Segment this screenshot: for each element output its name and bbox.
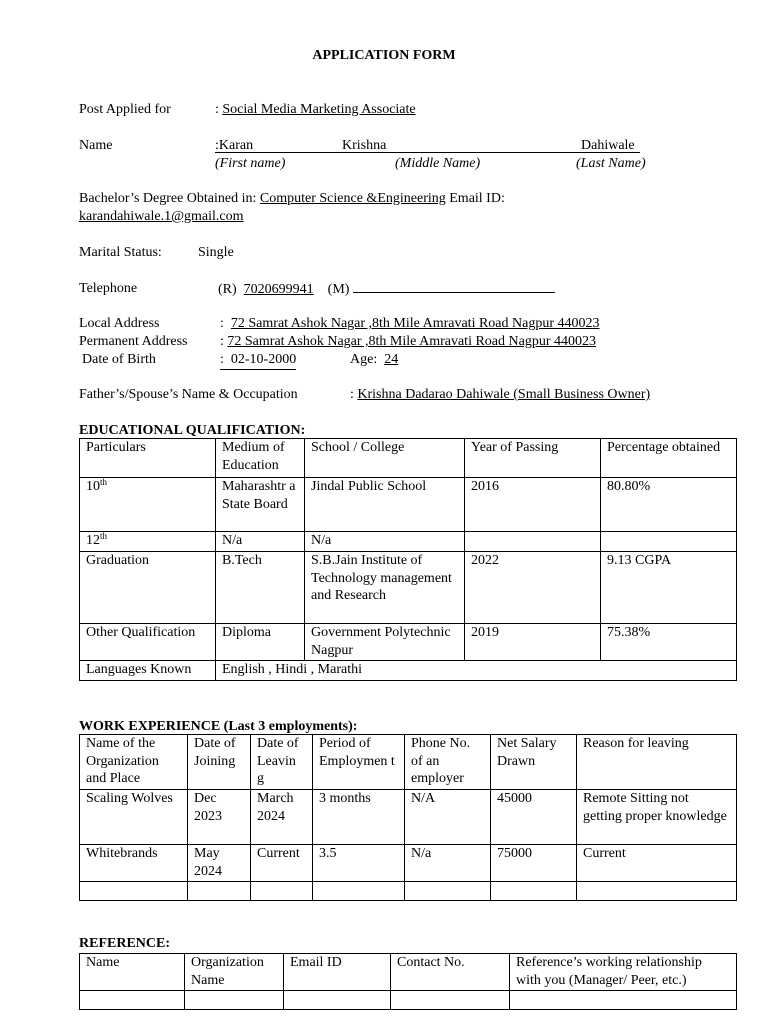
local-address-label: Local Address bbox=[79, 316, 160, 331]
superscript: th bbox=[100, 477, 108, 487]
table-cell[interactable]: Current bbox=[577, 845, 737, 882]
father-label: Father’s/Spouse’s Name & Occupation bbox=[79, 387, 298, 402]
table-cell[interactable] bbox=[80, 532, 216, 552]
education-header-cell: Particulars bbox=[80, 439, 216, 478]
table-cell[interactable] bbox=[391, 991, 510, 1010]
table-cell[interactable]: May 2024 bbox=[188, 845, 251, 882]
work-header-cell: Phone No. of an employer bbox=[405, 735, 491, 790]
work-header-cell: Date of Joining bbox=[188, 735, 251, 790]
table-cell[interactable]: N/a bbox=[216, 532, 305, 552]
father-value: Krishna Dadarao Dahiwale (Small Business Owner) bbox=[357, 387, 651, 402]
reference-header-cell: Email ID bbox=[284, 954, 391, 991]
post-value: Social Media Marketing Associate bbox=[222, 102, 416, 117]
telephone-m-blank[interactable] bbox=[353, 280, 555, 293]
post-label: Post Applied for bbox=[79, 102, 171, 117]
degree-value[interactable]: Computer Science &Engineering bbox=[259, 191, 446, 206]
table-cell[interactable]: 80.80% bbox=[601, 478, 737, 532]
table-cell[interactable] bbox=[251, 882, 313, 901]
table-cell[interactable]: 9.13 CGPA bbox=[601, 552, 737, 624]
work-header-cell: Net Salary Drawn bbox=[491, 735, 577, 790]
table-cell[interactable] bbox=[510, 991, 737, 1010]
permanent-address-value: 72 Samrat Ashok Nagar ,8th Mile Amravati Road Nagpur 440023 bbox=[227, 334, 596, 349]
name-label: Name bbox=[79, 138, 113, 153]
particular-text: Graduation bbox=[86, 553, 149, 568]
table-cell[interactable]: B.Tech bbox=[216, 552, 305, 624]
table-cell[interactable] bbox=[80, 552, 216, 624]
table-cell[interactable]: Maharashtr a State Board bbox=[216, 478, 305, 532]
table-cell[interactable] bbox=[601, 532, 737, 552]
reference-header-cell: Name bbox=[80, 954, 185, 991]
table-cell[interactable] bbox=[491, 882, 577, 901]
table-row bbox=[80, 478, 737, 532]
table-cell[interactable]: 3 months bbox=[313, 790, 405, 845]
table-cell[interactable]: Scaling Wolves bbox=[80, 790, 188, 845]
education-header-cell: Medium of Education bbox=[216, 439, 305, 478]
reference-header-cell: Contact No. bbox=[391, 954, 510, 991]
particular-text: 10 bbox=[86, 479, 100, 494]
degree-row bbox=[79, 190, 505, 208]
dob-field[interactable] bbox=[220, 351, 296, 370]
telephone-r-value: 7020699941 bbox=[243, 282, 314, 297]
table-cell[interactable]: N/a bbox=[305, 532, 465, 552]
table-cell[interactable]: N/a bbox=[405, 845, 491, 882]
table-cell[interactable]: Government Polytechnic Nagpur bbox=[305, 624, 465, 661]
work-header-cell: Date of Leavin g bbox=[251, 735, 313, 790]
middle-name-caption: (Middle Name) bbox=[395, 156, 481, 171]
work-heading: WORK EXPERIENCE (Last 3 employments): bbox=[79, 719, 358, 734]
table-cell[interactable]: Dec 2023 bbox=[188, 790, 251, 845]
table-cell[interactable]: 3.5 bbox=[313, 845, 405, 882]
marital-label: Marital Status: bbox=[79, 245, 162, 260]
table-cell[interactable] bbox=[465, 532, 601, 552]
table-cell[interactable] bbox=[284, 991, 391, 1010]
email-label: Email ID: bbox=[449, 191, 505, 206]
reference-table bbox=[79, 953, 737, 1010]
middle-name-value: Krishna bbox=[342, 138, 387, 153]
table-cell[interactable]: Remote Sitting not getting proper knowledge bbox=[577, 790, 737, 845]
reference-header-cell: Organization Name bbox=[185, 954, 284, 991]
form-title: APPLICATION FORM bbox=[312, 48, 456, 63]
age-field[interactable] bbox=[350, 351, 398, 369]
table-row bbox=[80, 991, 737, 1010]
dob-value: 02-10-2000 bbox=[230, 352, 297, 367]
permanent-address-label: Permanent Address bbox=[79, 334, 188, 349]
table-cell[interactable] bbox=[185, 991, 284, 1010]
education-header-cell: School / College bbox=[305, 439, 465, 478]
table-cell[interactable]: 2019 bbox=[465, 624, 601, 661]
work-header-cell: Name of the Organization and Place bbox=[80, 735, 188, 790]
reference-header-row bbox=[80, 954, 737, 991]
work-header-row bbox=[80, 735, 737, 790]
dob-label: Date of Birth bbox=[82, 352, 156, 367]
permanent-address-sep: : bbox=[220, 334, 224, 349]
post-sep: : bbox=[215, 102, 219, 117]
table-row bbox=[80, 532, 737, 552]
table-cell[interactable]: 75.38% bbox=[601, 624, 737, 661]
table-cell[interactable] bbox=[313, 882, 405, 901]
marital-value[interactable]: Single bbox=[198, 245, 234, 260]
table-cell[interactable]: 45000 bbox=[491, 790, 577, 845]
languages-label: Languages Known bbox=[80, 661, 216, 681]
education-header-cell: Percentage obtained bbox=[601, 439, 737, 478]
table-cell[interactable] bbox=[80, 882, 188, 901]
local-address-value: 72 Samrat Ashok Nagar ,8th Mile Amravati Road Nagpur 440023 bbox=[230, 316, 600, 331]
local-address-field[interactable] bbox=[220, 315, 600, 333]
telephone-label: Telephone bbox=[79, 281, 138, 296]
table-cell[interactable]: 2016 bbox=[465, 478, 601, 532]
work-table bbox=[79, 734, 737, 901]
education-heading: EDUCATIONAL QUALIFICATION: bbox=[79, 423, 306, 438]
table-row bbox=[80, 624, 737, 661]
languages-row bbox=[80, 661, 737, 681]
reference-heading: REFERENCE: bbox=[79, 936, 171, 951]
work-header-cell: Period of Employmen t bbox=[313, 735, 405, 790]
telephone-r-label: (R) bbox=[218, 282, 237, 297]
telephone-m-label: (M) bbox=[327, 282, 350, 297]
first-name-caption: (First name) bbox=[215, 156, 286, 171]
table-cell[interactable] bbox=[188, 882, 251, 901]
last-name-value: Dahiwale bbox=[581, 138, 635, 153]
table-row bbox=[80, 790, 737, 845]
table-cell[interactable] bbox=[80, 624, 216, 661]
languages-value[interactable]: English , Hindi , Marathi bbox=[216, 661, 737, 681]
table-cell[interactable]: 2022 bbox=[465, 552, 601, 624]
local-address-sep: : bbox=[220, 316, 224, 331]
last-name-caption: (Last Name) bbox=[576, 156, 646, 171]
reference-header-cell: Reference’s working relationship with you (Manager/ Peer, etc.) bbox=[510, 954, 737, 991]
age-value: 24 bbox=[384, 352, 399, 367]
particular-text: 12 bbox=[86, 533, 100, 548]
education-header-row bbox=[80, 439, 737, 478]
father-sep: : bbox=[350, 387, 354, 402]
table-cell[interactable]: March 2024 bbox=[251, 790, 313, 845]
table-row bbox=[80, 552, 737, 624]
table-cell[interactable] bbox=[80, 991, 185, 1010]
table-cell[interactable] bbox=[405, 882, 491, 901]
education-table bbox=[79, 438, 737, 681]
table-cell[interactable] bbox=[80, 478, 216, 532]
table-cell[interactable] bbox=[577, 882, 737, 901]
name-field[interactable] bbox=[215, 137, 640, 153]
telephone-field[interactable] bbox=[218, 280, 555, 299]
table-cell[interactable]: Diploma bbox=[216, 624, 305, 661]
table-cell[interactable]: Current bbox=[251, 845, 313, 882]
name-sep: : bbox=[215, 138, 219, 153]
table-row bbox=[80, 845, 737, 882]
first-name-value: Karan bbox=[218, 138, 254, 153]
table-cell[interactable]: S.B.Jain Institute of Technology management and Research bbox=[305, 552, 465, 624]
education-header-cell: Year of Passing bbox=[465, 439, 601, 478]
table-row bbox=[80, 882, 737, 901]
degree-label: Bachelor’s Degree Obtained in: bbox=[79, 191, 257, 206]
dob-sep: : bbox=[220, 352, 224, 367]
email-value[interactable]: karandahiwale.1@gmail.com bbox=[79, 209, 244, 224]
table-cell[interactable]: Jindal Public School bbox=[305, 478, 465, 532]
table-cell[interactable]: Whitebrands bbox=[80, 845, 188, 882]
father-field[interactable] bbox=[350, 386, 650, 404]
post-field[interactable] bbox=[215, 101, 416, 119]
table-cell[interactable]: N/A bbox=[405, 790, 491, 845]
superscript: th bbox=[100, 531, 108, 541]
permanent-address-field[interactable] bbox=[220, 333, 596, 351]
particular-text: Other Qualification bbox=[86, 625, 196, 640]
age-label: Age: bbox=[350, 352, 378, 367]
table-cell[interactable]: 75000 bbox=[491, 845, 577, 882]
work-header-cell: Reason for leaving bbox=[577, 735, 737, 790]
